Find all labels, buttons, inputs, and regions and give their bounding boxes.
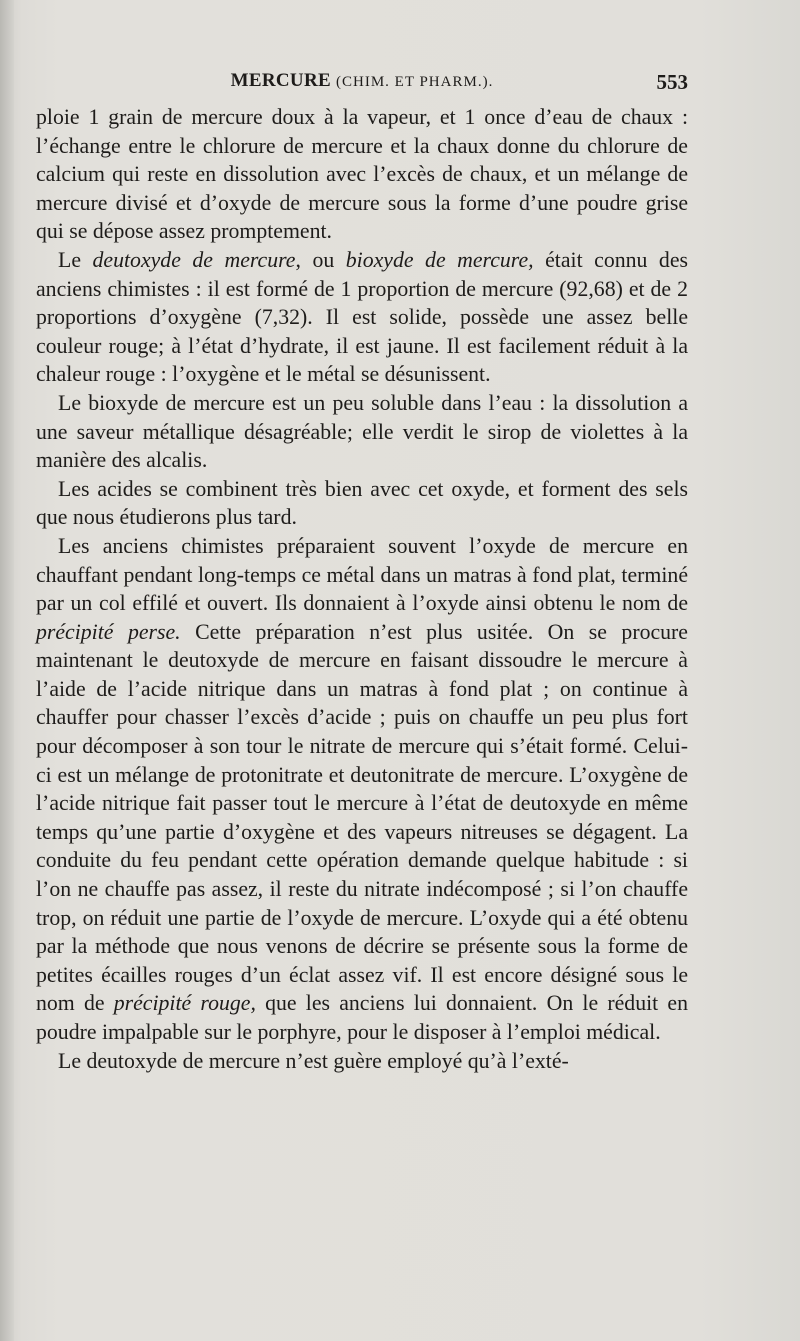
text-run: Le [58,247,93,272]
text-run: , ou [295,247,346,272]
paragraph [36,475,688,532]
text-run: que les anciens lui donnaient. On le réduit en poudre impalpable sur le porphyre, pour le disposer à l’emploi médical. [36,991,688,1044]
italic-term: précipité perse. [36,619,181,644]
italic-term: deutoxyde de mercure [92,247,296,272]
running-head-title [36,70,688,92]
running-head-main: MERCURE [230,70,331,91]
paragraph [36,246,688,389]
italic-term: bioxyde de mercure, [345,247,534,272]
running-head [36,70,688,100]
text-run: Le deutoxyde de mercure n’est guère employé qu’à l’exté- [58,1048,569,1073]
running-head-sub: (CHIM. ET PHARM.). [336,74,494,90]
italic-term: précipité rouge, [113,991,256,1016]
page-number: 553 [656,70,688,94]
text-run: Cette préparation n’est plus usitée. On se procure maintenant le deutoxyde de mercure en faisant dissoudre le mercure à l’aide de l’acide nitrique dans un matras à fond plat ; on continue à chauffer pour chasser l’excès d’acide ; puis on chauffe un peu plus fort pour décomposer à son tour le nitrate de mercure qui s’était formé. Celui-ci est un mélange de protonitrate et deutonitrate de mercure. L’oxygène de l’acide nitrique fait passer tout le mercure à l’état de deutoxyde en même temps qu’une partie d’oxygène et des vapeurs nitreuses se dégagent. La conduite du feu pendant cette opération demande quelque habitude : si l’on ne chauffe pas assez, il reste du nitrate indécomposé ; si l’on chauffe trop, on réduit une partie de l’oxyde de mercure. L’oxyde qui a été obtenu par la méthode que nous venons de décrire se présente sous la forme de petites écailles rouges d’un éclat assez vif. Il est encore désigné sous le nom de [36,619,688,1016]
paragraph [36,1047,688,1076]
text-run: Les anciens chimistes préparaient souvent l’oxyde de mercure en chauffant pendant long-temps ce métal dans un matras à fond plat, terminé par un col effilé et ouvert. Ils donnaient à l’oxyde ainsi obtenu le nom de [36,533,688,616]
body-text [36,103,688,1075]
text-run: ploie 1 grain de mercure doux à la vapeur, et 1 once d’eau de chaux : l’échange entre le chlorure de mercure et la chaux donne du chlorure de calcium qui reste en dissolution avec l’excès de chaux, et un mélange de mercure divisé et d’oxyde de mercure sous la forme d’une poudre grise qui se dépose assez promptement. [36,105,688,244]
paragraph [36,389,688,475]
text-run: Le bioxyde de mercure est un peu soluble dans l’eau : la dissolution a une saveur métallique désagréable; elle verdit le sirop de violettes à la manière des alcalis. [36,390,688,473]
page-gutter-shadow [0,0,14,1341]
text-run: était connu des anciens chimistes : il est formé de 1 proportion de mercure (92,68) et de 2 proportions d’oxygène (7,32). Il est solide, possède une assez belle couleur rouge; à l’état d’hydrate, il est jaune. Il est facilement réduit à la chaleur rouge : l’oxygène et le métal se désunissent. [36,247,688,387]
paragraph [36,532,688,1047]
paragraph [36,103,688,246]
text-run: Les acides se combinent très bien avec cet oxyde, et forment des sels que nous étudierons plus tard. [36,476,688,530]
